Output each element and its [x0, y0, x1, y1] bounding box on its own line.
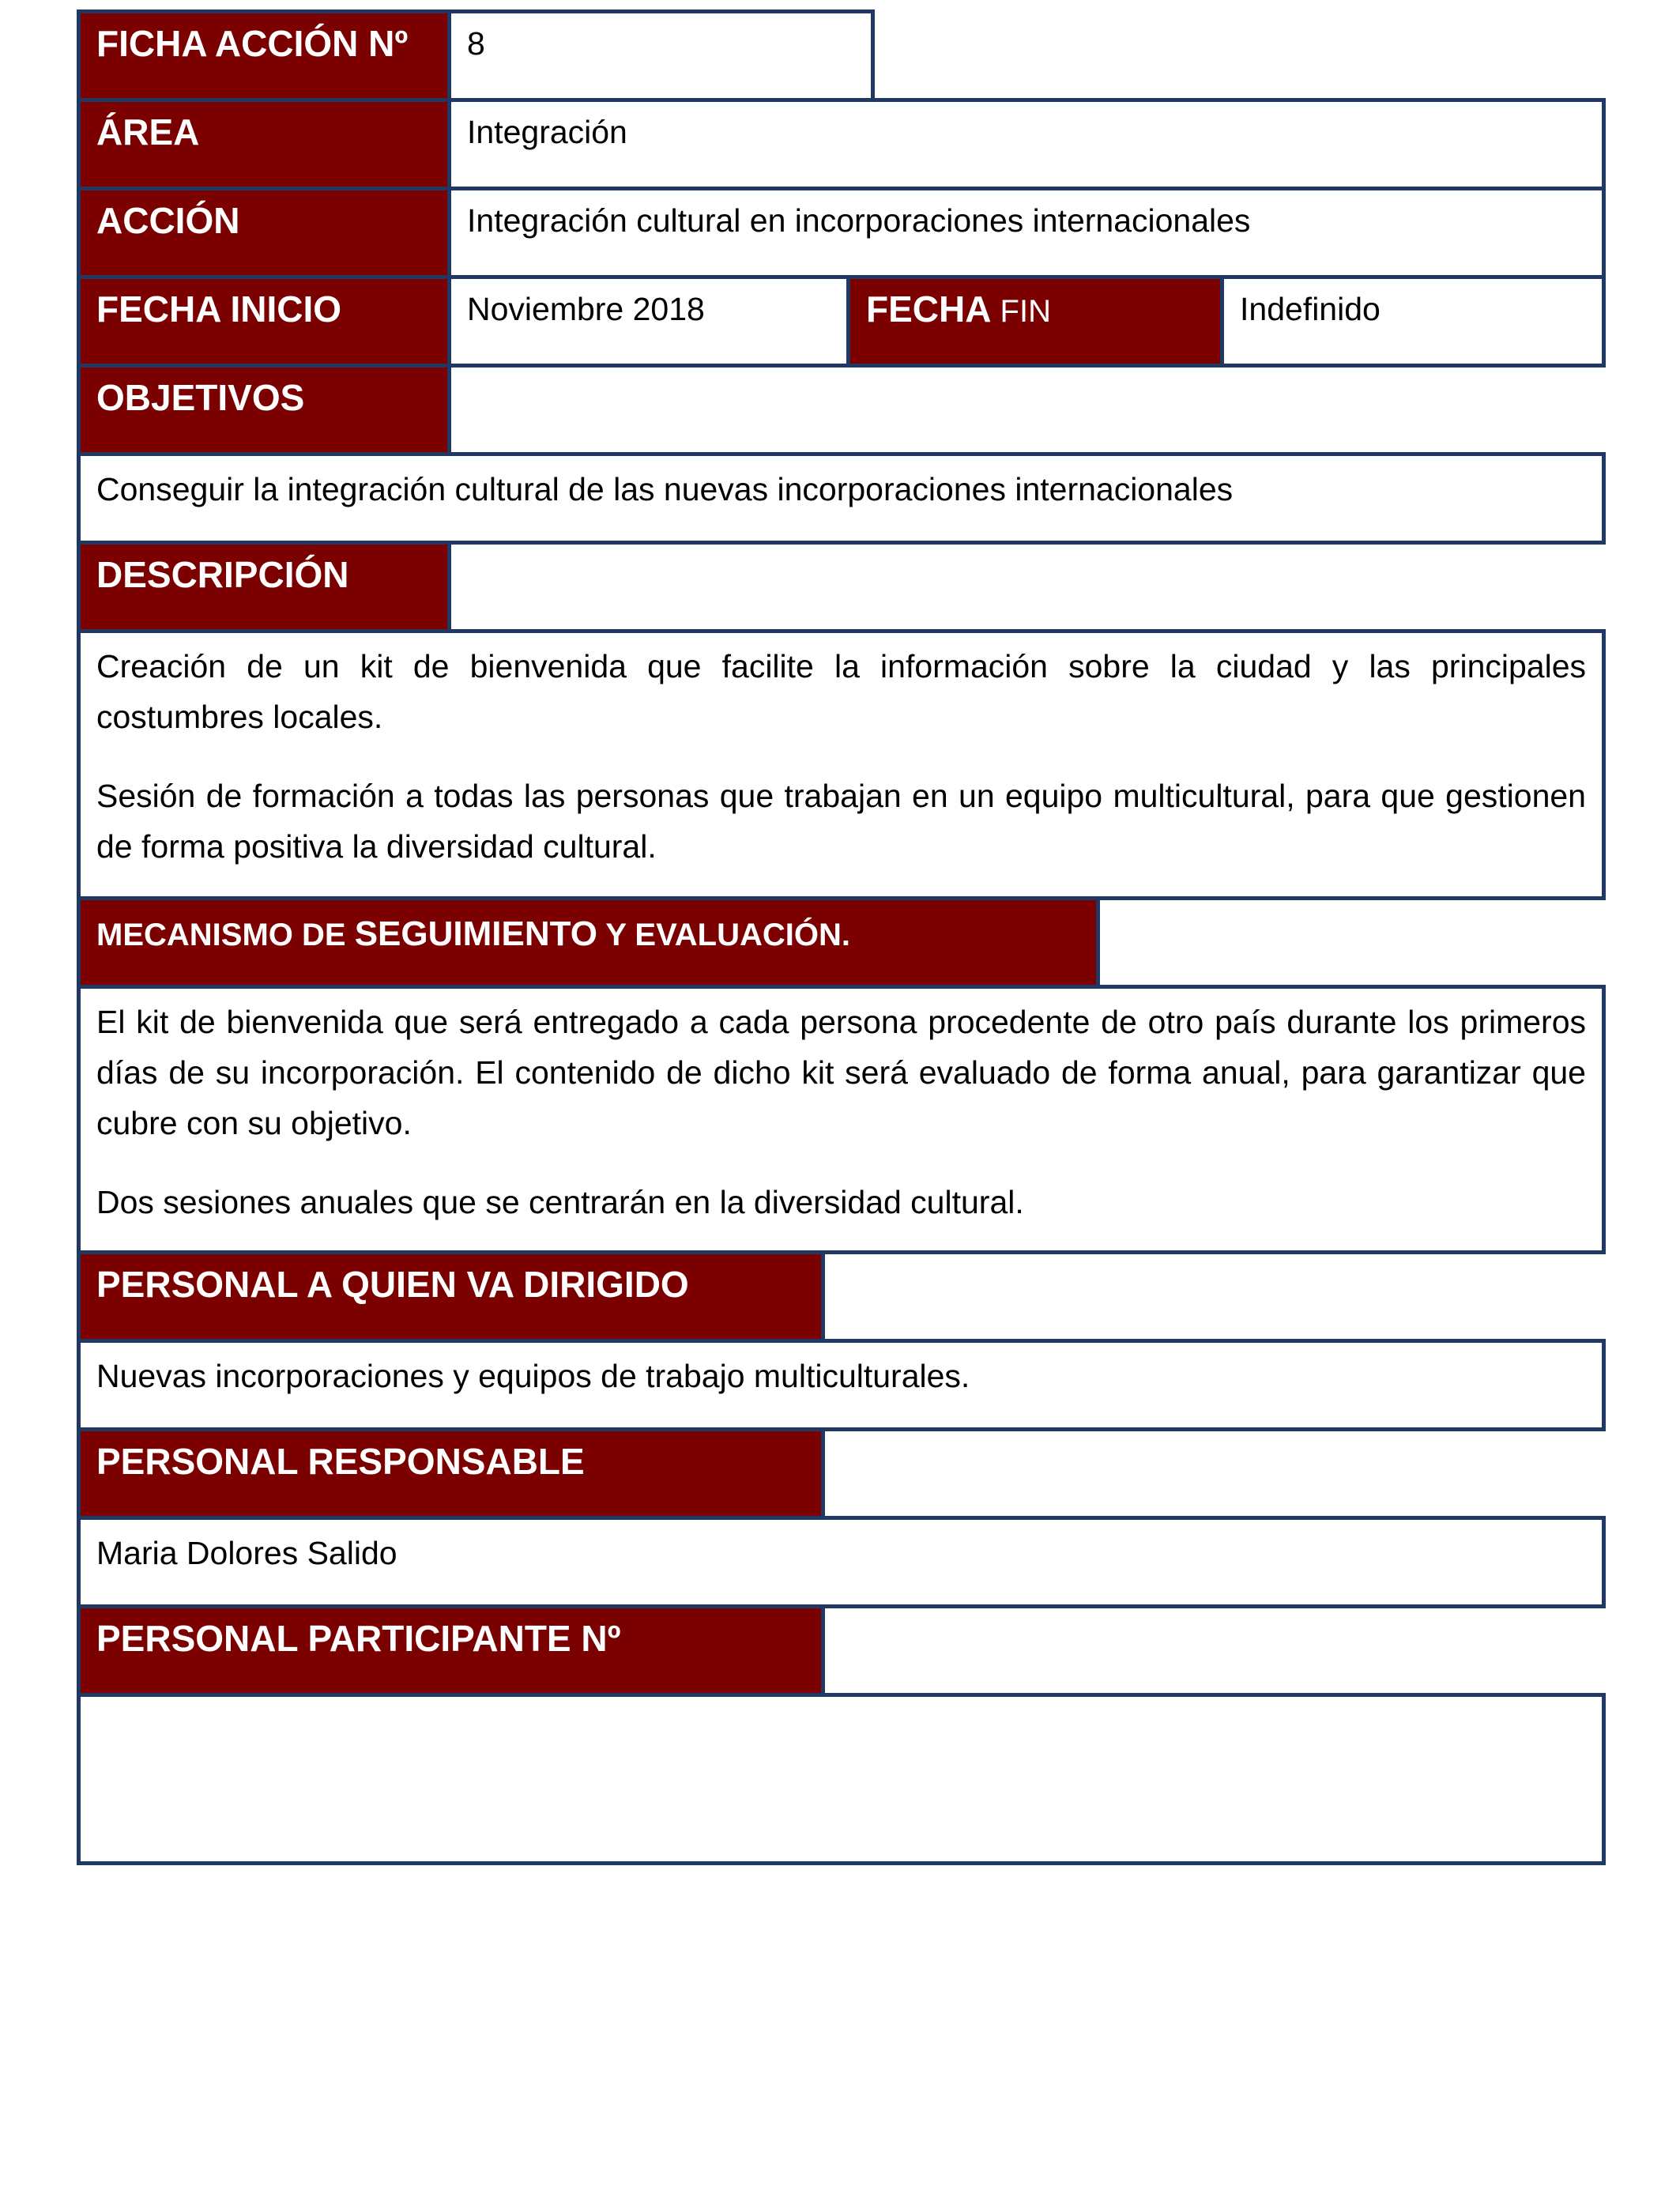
mecanismo-text: [77, 985, 1606, 1254]
mecanismo-paragraph-1: El kit de bienvenida que será entregado a cada persona procedente de otro país durante los primeros días de su incorporación. El contenido de dicho kit será evaluado de forma anual, para garantizar que cubre con su objetivo.: [96, 1004, 1586, 1141]
area-label: ÁREA: [77, 98, 451, 190]
responsable-text: [77, 1516, 1606, 1608]
fecha-inicio-value: Noviembre 2018: [447, 275, 850, 368]
objetivos-text: [77, 452, 1606, 545]
area-value: Integración: [447, 98, 1606, 190]
mecanismo-label: [77, 896, 1100, 989]
mecanismo-label-part-3: Y EVALUACIÓN.: [597, 918, 850, 952]
mecanismo-paragraph-2: Dos sesiones anuales que se centrarán en la diversidad cultural.: [96, 1184, 1024, 1220]
fecha-fin-label: [846, 275, 1224, 368]
ficha-accion-value: 8: [447, 9, 875, 102]
participante-label: PERSONAL PARTICIPANTE Nº: [77, 1604, 825, 1697]
fecha-fin-value: Indefinido: [1220, 275, 1606, 368]
ficha-accion-label: FICHA ACCIÓN Nº: [77, 9, 451, 102]
descripcion-paragraph-2: Sesión de formación a todas las personas que trabajan en un equipo multicultural, para que gestionen de forma positiva la diversidad cultural.: [96, 778, 1586, 865]
descripcion-label: DESCRIPCIÓN: [77, 541, 451, 633]
mecanismo-label-part-2: SEGUIMIENTO: [354, 914, 597, 953]
objetivos-label: OBJETIVOS: [77, 364, 451, 456]
objetivos-paragraph: Conseguir la integración cultural de las nuevas incorporaciones internacionales: [96, 471, 1234, 507]
mecanismo-label-part-1: MECANISMO DE: [96, 918, 355, 952]
responsable-paragraph: Maria Dolores Salido: [96, 1535, 397, 1571]
dirigido-text: [77, 1339, 1606, 1431]
accion-label: ACCIÓN: [77, 187, 451, 279]
accion-value: Integración cultural en incorporaciones internacionales: [447, 187, 1606, 279]
dirigido-label: PERSONAL A QUIEN VA DIRIGIDO: [77, 1250, 825, 1343]
responsable-label: PERSONAL RESPONSABLE: [77, 1427, 825, 1520]
participante-value-area: [77, 1693, 1606, 1865]
fecha-fin-label-main: FECHA: [866, 288, 990, 330]
descripcion-paragraph-1: Creación de un kit de bienvenida que facilite la información sobre la ciudad y las principales costumbres locales.: [96, 648, 1586, 735]
descripcion-text: [77, 629, 1606, 900]
fecha-fin-label-suffix: FIN: [1000, 294, 1051, 329]
dirigido-paragraph: Nuevas incorporaciones y equipos de trabajo multiculturales.: [96, 1358, 970, 1394]
fecha-inicio-label: FECHA INICIO: [77, 275, 451, 368]
